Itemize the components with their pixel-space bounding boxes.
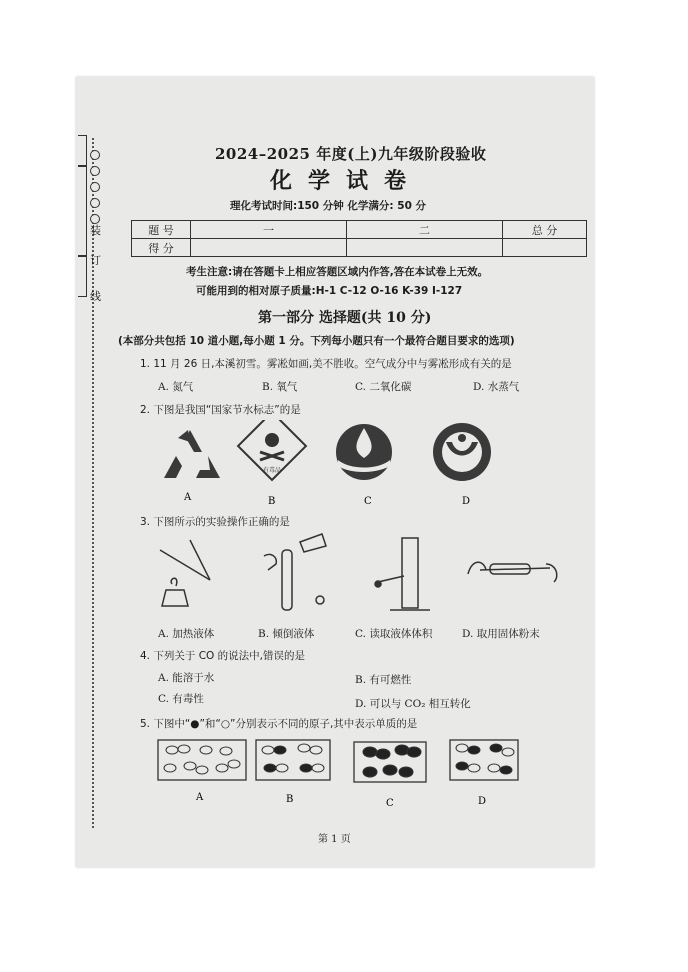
margin-char: 订 <box>90 254 101 267</box>
particle-box-d <box>450 740 518 780</box>
question-3-stem: 3. 下图所示的实验操作正确的是 <box>140 516 290 528</box>
exam-subject-title: 化学试卷 <box>270 168 423 194</box>
margin-bracket <box>78 135 87 167</box>
margin-char: 线 <box>90 290 101 303</box>
binding-dotted-line <box>92 138 94 828</box>
exam-year-title: 2024–2025 年度(上)九年级阶段验收 <box>215 145 487 163</box>
section-title: 第一部分 选择题(共 10 分) <box>258 310 432 326</box>
score-cell: 总 分 <box>503 221 587 239</box>
q4-option-c: C. 有毒性 <box>158 693 204 705</box>
exam-time-info: 理化考试时间:150 分钟 化学满分: 50 分 <box>230 200 427 212</box>
score-cell <box>503 239 587 257</box>
margin-bracket <box>78 255 87 297</box>
particle-box-b <box>256 740 330 780</box>
q2-logo-figures <box>150 420 550 510</box>
q4-option-a: A. 能溶于水 <box>158 672 215 684</box>
score-cell: 一 <box>191 221 347 239</box>
atomic-mass-info: 可能用到的相对原子质量:H-1 C-12 O-16 K-39 I-127 <box>196 285 463 297</box>
pouring-liquid-icon <box>264 534 326 610</box>
q3-option-d: D. 取用固体粉末 <box>462 628 540 640</box>
q3-option-a: A. 加热液体 <box>158 628 215 640</box>
question-5-stem: 5. 下图中“●”和“○”分别表示不同的原子,其中表示单质的是 <box>140 718 418 730</box>
q1-option-c: C. 二氧化碳 <box>355 381 412 393</box>
score-cell: 二 <box>347 221 503 239</box>
question-4-stem: 4. 下列关于 CO 的说法中,错误的是 <box>140 650 305 662</box>
binding-circle-icon <box>90 150 100 160</box>
q5-label-b: B <box>286 794 294 805</box>
heating-liquid-icon <box>160 540 210 606</box>
q3-lab-figures <box>150 530 570 620</box>
q5-label-a: A <box>196 792 204 803</box>
q5-particle-figures <box>150 736 530 808</box>
margin-bracket <box>78 165 87 257</box>
score-cell: 题 号 <box>132 221 191 239</box>
recycle-icon <box>164 430 220 478</box>
water-drop-icon <box>336 424 392 480</box>
q1-option-d: D. 水蒸气 <box>473 381 520 393</box>
water-saving-icon <box>433 423 491 481</box>
page-number: 第 1 页 <box>318 834 351 845</box>
q2-label-c: C <box>364 496 372 507</box>
score-cell: 得 分 <box>132 239 191 257</box>
question-1-stem: 1. 11 月 26 日,本溪初雪。雾凇如画,美不胜收。空气成分中与雾凇形成有关的是 <box>140 358 512 370</box>
question-2-stem: 2. 下图是我国“国家节水标志”的是 <box>140 404 301 416</box>
poison-badge-text: 有毒品 <box>262 467 282 474</box>
binding-circle-icon <box>90 166 100 176</box>
q3-option-c: C. 读取液体体积 <box>355 628 433 640</box>
particle-box-a <box>158 740 246 780</box>
q1-option-a: A. 氮气 <box>158 381 194 393</box>
q2-label-a: A <box>184 492 192 503</box>
poison-sign-icon <box>238 420 306 480</box>
particle-box-c <box>354 742 426 782</box>
q5-label-c: C <box>386 798 394 808</box>
score-table <box>131 220 587 257</box>
score-table-row <box>132 239 587 257</box>
binding-circle-icon <box>90 198 100 208</box>
q4-option-b: B. 有可燃性 <box>355 674 412 686</box>
exam-notice: 考生注意:请在答题卡上相应答题区域内作答,答在本试卷上无效。 <box>186 266 489 278</box>
q1-option-b: B. 氧气 <box>262 381 298 393</box>
measuring-cylinder-icon <box>375 538 430 610</box>
margin-char: 装 <box>90 224 101 237</box>
q2-label-b: B <box>268 496 276 507</box>
binding-circle-icon <box>90 182 100 192</box>
score-cell <box>191 239 347 257</box>
q5-label-d: D <box>478 796 487 807</box>
section-intro: (本部分共包括 10 道小题,每小题 1 分。下列每小题只有一个最符合题目要求的选项) <box>118 335 515 347</box>
q4-option-d: D. 可以与 CO₂ 相互转化 <box>355 698 471 710</box>
q3-option-b: B. 倾倒液体 <box>258 628 315 640</box>
q2-label-d: D <box>462 496 471 507</box>
score-table-row <box>132 221 587 239</box>
solid-powder-icon <box>468 562 557 582</box>
score-cell <box>347 239 503 257</box>
